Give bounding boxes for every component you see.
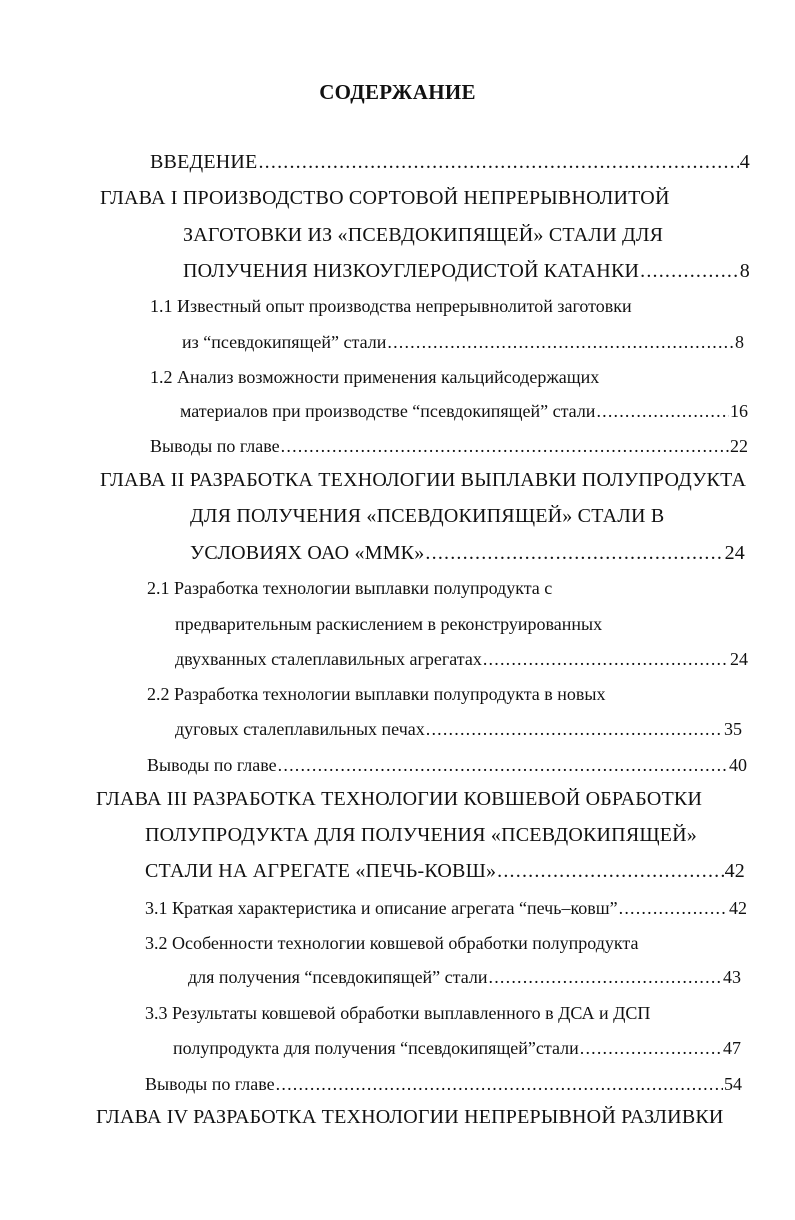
toc-entry-label: 3.1 Краткая характеристика и описание агрегата “печь–ковш” xyxy=(145,898,618,918)
toc-page-number: 42 xyxy=(724,860,745,882)
dot-leader xyxy=(596,399,729,423)
toc-entry-label: дуговых сталеплавильных печах xyxy=(175,719,425,739)
toc-entry-label: ПОЛУЧЕНИЯ НИЗКОУГЛЕРОДИСТОЙ КАТАНКИ xyxy=(183,260,640,282)
toc-page-number: 40 xyxy=(729,755,747,775)
toc-entry-introduction xyxy=(150,150,750,174)
toc-conclusions-2 xyxy=(147,753,747,777)
toc-chapter-2-line-1: ГЛАВА II РАЗРАБОТКА ТЕХНОЛОГИИ ВЫПЛАВКИ ПОЛУПРОДУКТА xyxy=(100,469,747,491)
toc-chapter-2-line-3 xyxy=(190,541,745,565)
toc-chapter-1-line-3 xyxy=(183,259,750,283)
toc-page-number: 16 xyxy=(730,401,748,421)
toc-section-2-2-line-1: 2.2 Разработка технологии выплавки полупродукта в новых xyxy=(147,684,606,704)
toc-entry-label: полупродукта для получения “псевдокипящей”стали xyxy=(173,1038,579,1058)
toc-page-number: 8 xyxy=(735,332,744,352)
toc-entry-label: двухванных сталеплавильных агрегатах xyxy=(175,649,482,669)
toc-entry-label: для получения “псевдокипящей” стали xyxy=(188,967,488,987)
toc-section-3-2-line-2 xyxy=(188,965,741,989)
toc-entry-label: Выводы по главе xyxy=(147,755,277,775)
toc-chapter-4-line-1: ГЛАВА IV РАЗРАБОТКА ТЕХНОЛОГИИ НЕПРЕРЫВНОЙ РАЗЛИВКИ xyxy=(96,1106,724,1128)
dot-leader xyxy=(425,541,723,565)
toc-page-number: 24 xyxy=(730,649,748,669)
toc-section-2-2-line-2 xyxy=(175,717,742,741)
toc-section-1-2-line-1: 1.2 Анализ возможности применения кальцийсодержащих xyxy=(150,367,600,387)
toc-entry-label: ВВЕДЕНИЕ xyxy=(150,151,258,173)
dot-leader xyxy=(483,647,729,671)
toc-page-number: 35 xyxy=(724,719,742,739)
dot-leader xyxy=(497,859,723,883)
toc-section-2-1-line-3 xyxy=(175,647,748,671)
toc-chapter-1-line-2: ЗАГОТОВКИ ИЗ «ПСЕВДОКИПЯЩЕЙ» СТАЛИ ДЛЯ xyxy=(183,224,664,246)
toc-conclusions-3 xyxy=(145,1072,742,1096)
toc-page-number: 22 xyxy=(730,436,748,456)
toc-section-3-1 xyxy=(145,896,747,920)
toc-entry-label: СТАЛИ НА АГРЕГАТЕ «ПЕЧЬ-КОВШ» xyxy=(145,860,497,882)
dot-leader xyxy=(580,1036,722,1060)
toc-entry-label: УСЛОВИЯХ ОАО «ММК» xyxy=(190,542,425,564)
toc-chapter-3-line-1: ГЛАВА III РАЗРАБОТКА ТЕХНОЛОГИИ КОВШЕВОЙ ОБРАБОТКИ xyxy=(96,788,703,810)
toc-chapter-2-line-2: ДЛЯ ПОЛУЧЕНИЯ «ПСЕВДОКИПЯЩЕЙ» СТАЛИ В xyxy=(190,505,665,527)
toc-conclusions-1 xyxy=(150,434,748,458)
toc-page-number: 43 xyxy=(723,967,741,987)
toc-page-number: 24 xyxy=(724,542,745,564)
dot-leader xyxy=(278,753,728,777)
toc-section-1-1-line-2 xyxy=(182,330,744,354)
dot-leader xyxy=(276,1072,723,1096)
toc-entry-label: материалов при производстве “псевдокипящей” стали xyxy=(180,401,596,421)
toc-section-1-2-line-2 xyxy=(180,399,748,423)
toc-title: СОДЕРЖАНИЕ xyxy=(319,80,476,104)
dot-leader xyxy=(640,259,739,283)
toc-section-2-1-line-1: 2.1 Разработка технологии выплавки полупродукта с xyxy=(147,578,553,598)
toc-page-number: 47 xyxy=(723,1038,741,1058)
dot-leader xyxy=(619,896,728,920)
toc-section-2-1-line-2: предварительным раскислением в реконструированных xyxy=(175,614,603,634)
dot-leader xyxy=(281,434,729,458)
toc-chapter-3-line-2: ПОЛУПРОДУКТА ДЛЯ ПОЛУЧЕНИЯ «ПСЕВДОКИПЯЩЕЙ» xyxy=(145,824,697,846)
toc-section-1-1-line-1: 1.1 Известный опыт производства непрерывнолитой заготовки xyxy=(150,296,632,316)
toc-page-number: 42 xyxy=(729,898,747,918)
dot-leader xyxy=(258,150,738,174)
toc-chapter-3-line-3 xyxy=(145,859,745,883)
dot-leader xyxy=(426,717,723,741)
dot-leader xyxy=(387,330,734,354)
toc-page-number: 8 xyxy=(739,260,750,282)
dot-leader xyxy=(489,965,722,989)
toc-entry-label: Выводы по главе xyxy=(145,1074,275,1094)
toc-section-3-3-line-2 xyxy=(173,1036,741,1060)
toc-entry-label: Выводы по главе xyxy=(150,436,280,456)
toc-section-3-2-line-1: 3.2 Особенности технологии ковшевой обработки полупродукта xyxy=(145,933,639,953)
toc-page-number: 4 xyxy=(739,151,750,173)
toc-chapter-1-line-1: ГЛАВА I ПРОИЗВОДСТВО СОРТОВОЙ НЕПРЕРЫВНОЛИТОЙ xyxy=(100,187,670,209)
toc-page-number: 54 xyxy=(724,1074,742,1094)
toc-section-3-3-line-1: 3.3 Результаты ковшевой обработки выплавленного в ДСА и ДСП xyxy=(145,1003,651,1023)
toc-entry-label: из “псевдокипящей” стали xyxy=(182,332,387,352)
